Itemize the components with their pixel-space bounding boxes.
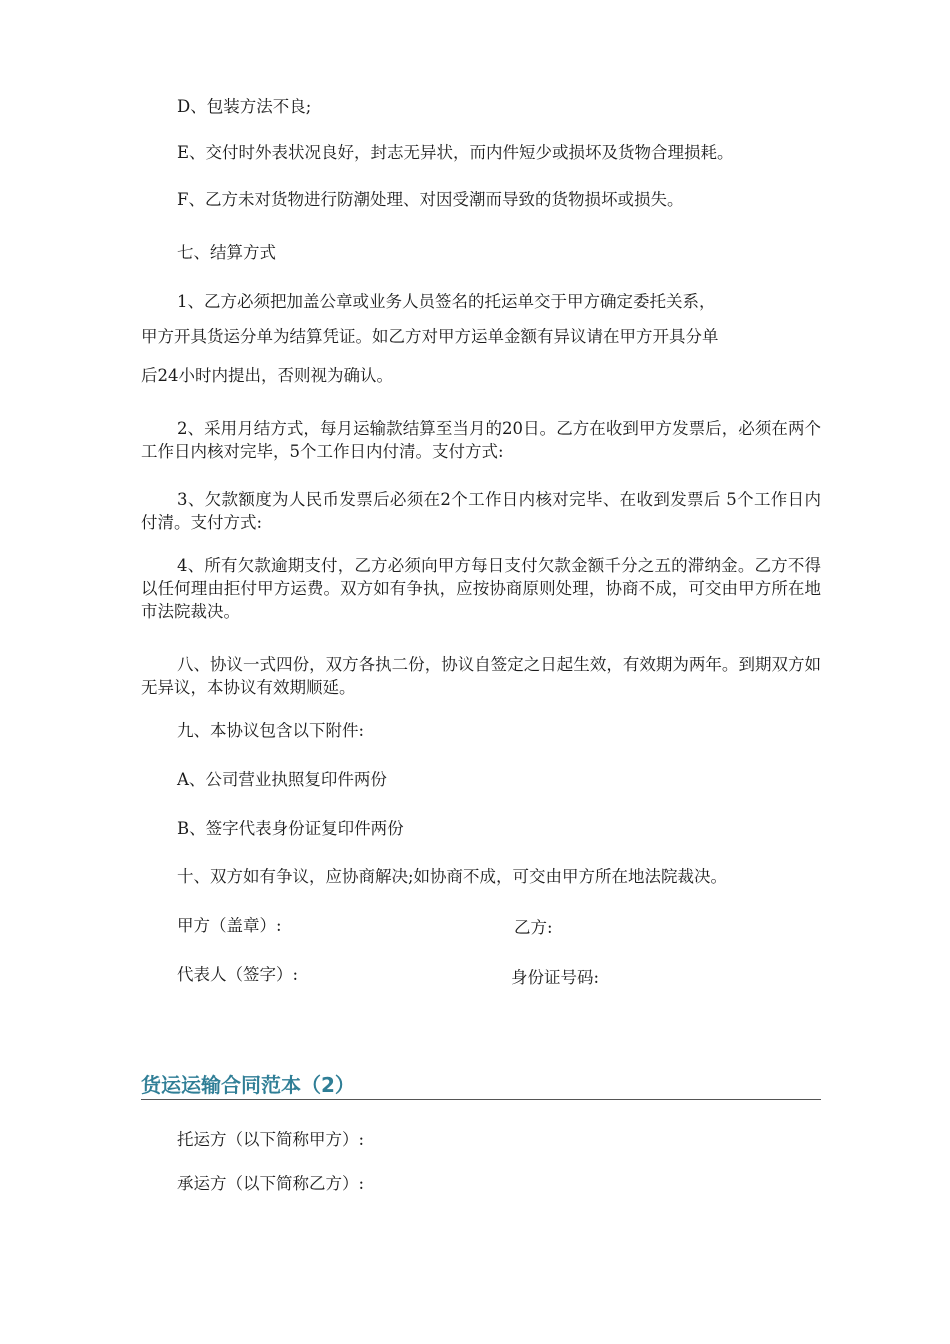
contract-template-2-heading: 货运运输合同范本（2） bbox=[141, 1072, 821, 1100]
clause-d: D、包装方法不良; bbox=[177, 97, 312, 116]
settlement-para-1-line-3: 后24小时内提出，否则视为确认。 bbox=[141, 366, 393, 385]
signature-party-a-label: 甲方（盖章）: bbox=[177, 916, 282, 935]
signature-party-b-label: 乙方: bbox=[514, 918, 553, 937]
section-9-title: 九、本协议包含以下附件: bbox=[177, 721, 365, 740]
settlement-para-2: 2、采用月结方式，每月运输款结算至当月的20日。乙方在收到甲方发票后，必须在两个工作日内核对完毕，5个工作日内付清。支付方式: bbox=[141, 419, 821, 461]
carrier-line: 承运方（以下简称乙方）: bbox=[177, 1174, 365, 1193]
section-10: 十、双方如有争议，应协商解决;如协商不成，可交由甲方所在地法院裁决。 bbox=[177, 867, 728, 886]
settlement-para-3: 3、欠款额度为人民币发票后必须在2个工作日内核对完毕、在收到发票后 5个工作日内付清。支付方式: bbox=[141, 490, 821, 532]
settlement-para-1-line-1: 1、乙方必须把加盖公章或业务人员签名的托运单交于甲方确定委托关系， bbox=[177, 292, 716, 311]
attachment-a: A、公司营业执照复印件两份 bbox=[177, 770, 387, 789]
section-8: 八、协议一式四份，双方各执二份，协议自签定之日起生效，有效期为两年。到期双方如无异议，本协议有效期顺延。 bbox=[141, 655, 821, 697]
section-7-title: 七、结算方式 bbox=[177, 243, 276, 262]
settlement-para-1-line-2: 甲方开具货运分单为结算凭证。如乙方对甲方运单金额有异议请在甲方开具分单 bbox=[141, 327, 719, 346]
attachment-b: B、签字代表身份证复印件两份 bbox=[177, 819, 404, 838]
shipper-line: 托运方（以下简称甲方）: bbox=[177, 1130, 365, 1149]
settlement-para-4: 4、所有欠款逾期支付，乙方必须向甲方每日支付欠款金额千分之五的滞纳金。乙方不得以任何理由拒付甲方运费。双方如有争执，应按协商原则处理，协商不成，可交由甲方所在地市法院裁决。 bbox=[141, 556, 821, 621]
clause-f: F、乙方未对货物进行防潮处理、对因受潮而导致的货物损坏或损失。 bbox=[177, 190, 684, 209]
representative-signature-label: 代表人（签字）: bbox=[177, 965, 299, 984]
id-number-label: 身份证号码: bbox=[511, 968, 600, 987]
clause-e: E、交付时外表状况良好，封志无异状，而内件短少或损坏及货物合理损耗。 bbox=[177, 143, 734, 162]
